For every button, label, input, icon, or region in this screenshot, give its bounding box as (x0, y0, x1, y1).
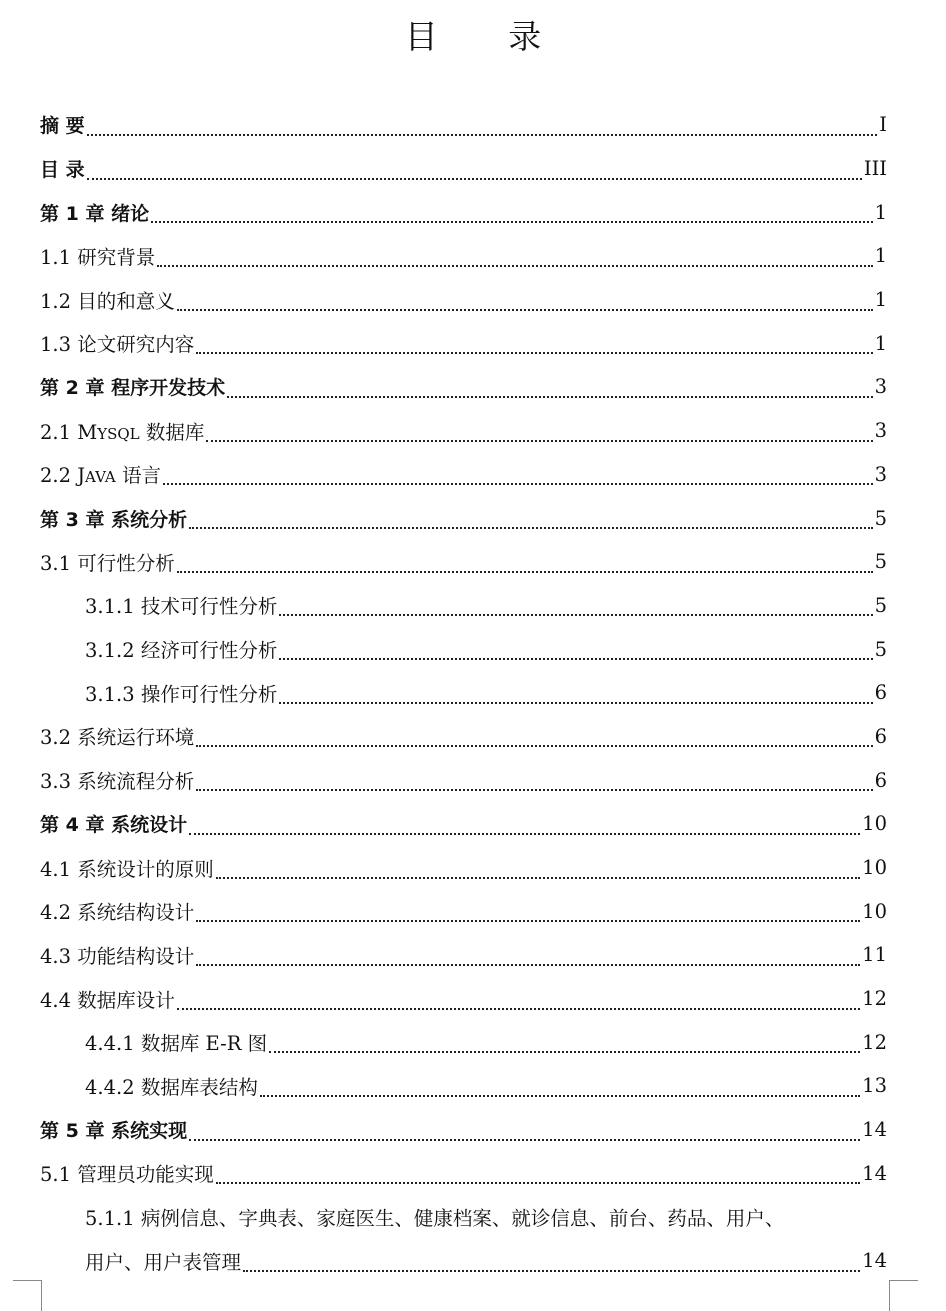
dot-leader (157, 255, 872, 267)
toc-page-number: 10 (862, 856, 887, 880)
toc-entry-label: 4.2 系统结构设计 (40, 901, 195, 925)
toc-entry-1-3[interactable] (40, 321, 887, 365)
dot-leader (87, 168, 862, 180)
toc-entry-label: 3.1 可行性分析 (40, 551, 175, 575)
label-smallcaps: AVA (85, 468, 116, 487)
toc-page-number: 1 (874, 244, 887, 268)
toc-entry-4-2[interactable] (40, 889, 887, 933)
toc-entry-label: 5.1.1 病例信息、字典表、家庭医生、健康档案、就诊信息、前台、药品、用户、 (85, 1207, 785, 1231)
toc-page-number: 5 (874, 637, 887, 661)
toc-page-number: III (863, 157, 887, 181)
toc-page-number: 14 (862, 1161, 887, 1185)
toc-entry-contents[interactable] (40, 147, 887, 191)
toc-entry-4-4-2[interactable] (40, 1064, 887, 1108)
dot-leader (227, 386, 873, 398)
dot-leader (196, 779, 872, 791)
toc-page-number: 12 (862, 987, 887, 1011)
label-prefix: 2.1 M (40, 420, 98, 444)
toc-page-number: 3 (874, 419, 887, 443)
toc-page-number: 11 (862, 943, 887, 967)
toc-page-number: 13 (862, 1074, 887, 1098)
toc-entry-chapter-5[interactable] (40, 1108, 887, 1152)
dot-leader (177, 998, 860, 1010)
toc-entry-abstract[interactable] (40, 103, 887, 147)
label-suffix: 语言 (115, 464, 161, 488)
toc-entry-chapter-4[interactable] (40, 802, 887, 846)
dot-leader (279, 692, 872, 704)
toc-entry-label: 第 1 章 绪论 (40, 202, 150, 225)
toc-entry-label: 第 4 章 系统设计 (40, 814, 188, 837)
toc-page-number: 12 (862, 1030, 887, 1054)
toc-entry-label: 3.3 系统流程分析 (40, 770, 195, 794)
toc-entry-label: 第 5 章 系统实现 (40, 1120, 188, 1143)
page-corner-mark-right (889, 1280, 918, 1311)
toc-entry-4-4-1[interactable] (40, 1020, 887, 1064)
toc-entry-label: 摘 要 (40, 115, 85, 138)
toc-entry-1-2[interactable] (40, 278, 887, 322)
toc-entry-3-1-2[interactable] (40, 627, 887, 671)
toc-entry-label: 4.4.1 数据库 E-R 图 (85, 1032, 268, 1056)
toc-entry-label: 3.1.2 经济可行性分析 (85, 639, 278, 663)
toc-entry-label: 4.4.2 数据库表结构 (85, 1075, 258, 1099)
dot-leader (216, 867, 860, 879)
toc-entry-2-2[interactable] (40, 453, 887, 497)
toc-page-number: 1 (874, 288, 887, 312)
toc-page-number: 14 (862, 1118, 887, 1142)
dot-leader (151, 211, 873, 223)
toc-entry-3-1[interactable] (40, 540, 887, 584)
toc-entry-3-1-3[interactable] (40, 671, 887, 715)
toc-entry-1-1[interactable] (40, 234, 887, 278)
dot-leader (269, 1041, 860, 1053)
dot-leader (87, 124, 878, 136)
toc-entry-4-3[interactable] (40, 933, 887, 977)
toc-entry-label: 第 2 章 程序开发技术 (40, 377, 226, 400)
toc-entry-label: 3.1.3 操作可行性分析 (85, 682, 278, 706)
dot-leader (196, 342, 872, 354)
toc-entry-label: 1.3 论文研究内容 (40, 333, 195, 357)
label-prefix: 2.2 J (40, 464, 86, 488)
dot-leader (216, 1172, 860, 1184)
toc-entry-4-4[interactable] (40, 977, 887, 1021)
dot-leader (189, 823, 860, 835)
toc-entry-2-1[interactable] (40, 409, 887, 453)
label-smallcaps: YSQL (97, 424, 140, 443)
dot-leader (206, 430, 872, 442)
toc-entry-4-1[interactable] (40, 846, 887, 890)
toc-entry-chapter-1[interactable] (40, 190, 887, 234)
toc-entry-label: 第 3 章 系统分析 (40, 508, 188, 531)
page-title: 目 录 (404, 17, 572, 56)
dot-leader (260, 1085, 860, 1097)
toc-entry-5-1-1-line-1[interactable] (40, 1195, 887, 1239)
toc-entry-label: 5.1 管理员功能实现 (40, 1163, 214, 1187)
dot-leader (243, 1260, 860, 1272)
toc-entry-label: 1.1 研究背景 (40, 245, 156, 269)
toc-entry-3-3[interactable] (40, 758, 887, 802)
toc-page-number: 6 (874, 724, 887, 748)
table-of-contents (40, 103, 887, 1283)
toc-page-number: I (879, 113, 887, 137)
toc-entry-chapter-3[interactable] (40, 496, 887, 540)
dot-leader (279, 648, 872, 660)
toc-page-number: 5 (874, 506, 887, 530)
dot-leader (279, 604, 872, 616)
toc-page-number: 5 (874, 550, 887, 574)
toc-page-number: 3 (874, 462, 887, 486)
toc-entry-5-1-1-line-2[interactable] (40, 1239, 887, 1283)
toc-entry-chapter-2[interactable] (40, 365, 887, 409)
toc-page-number: 14 (862, 1249, 887, 1273)
page-corner-mark-left (13, 1280, 42, 1311)
toc-entry-label: 4.1 系统设计的原则 (40, 857, 214, 881)
dot-leader (177, 561, 873, 573)
toc-entry-3-1-1[interactable] (40, 584, 887, 628)
toc-entry-3-2[interactable] (40, 715, 887, 759)
dot-leader (196, 910, 860, 922)
toc-entry-label: 4.4 数据库设计 (40, 988, 175, 1012)
toc-entry-label-continued: 用户、用户表管理 (85, 1250, 242, 1274)
dot-leader (196, 954, 860, 966)
dot-leader (189, 517, 873, 529)
dot-leader (163, 473, 873, 485)
toc-page-number: 5 (874, 593, 887, 617)
toc-page-number: 6 (874, 768, 887, 792)
toc-page-number: 10 (862, 812, 887, 836)
toc-page-number: 10 (862, 899, 887, 923)
toc-entry-label: 3.2 系统运行环境 (40, 726, 195, 750)
toc-page-number: 1 (874, 331, 887, 355)
toc-entry-label: 目 录 (40, 159, 85, 182)
toc-page-number: 1 (874, 200, 887, 224)
dot-leader (196, 735, 872, 747)
toc-page-number: 6 (874, 681, 887, 705)
toc-entry-label: 3.1.1 技术可行性分析 (85, 595, 278, 619)
toc-page-number: 3 (874, 375, 887, 399)
toc-entry-label: 4.3 功能结构设计 (40, 944, 195, 968)
toc-entry-label (40, 417, 204, 445)
toc-entry-5-1[interactable] (40, 1152, 887, 1196)
dot-leader (189, 1129, 860, 1141)
label-suffix: 数据库 (139, 420, 205, 444)
toc-entry-label (40, 460, 161, 488)
toc-entry-label: 1.2 目的和意义 (40, 289, 175, 313)
dot-leader (177, 299, 873, 311)
